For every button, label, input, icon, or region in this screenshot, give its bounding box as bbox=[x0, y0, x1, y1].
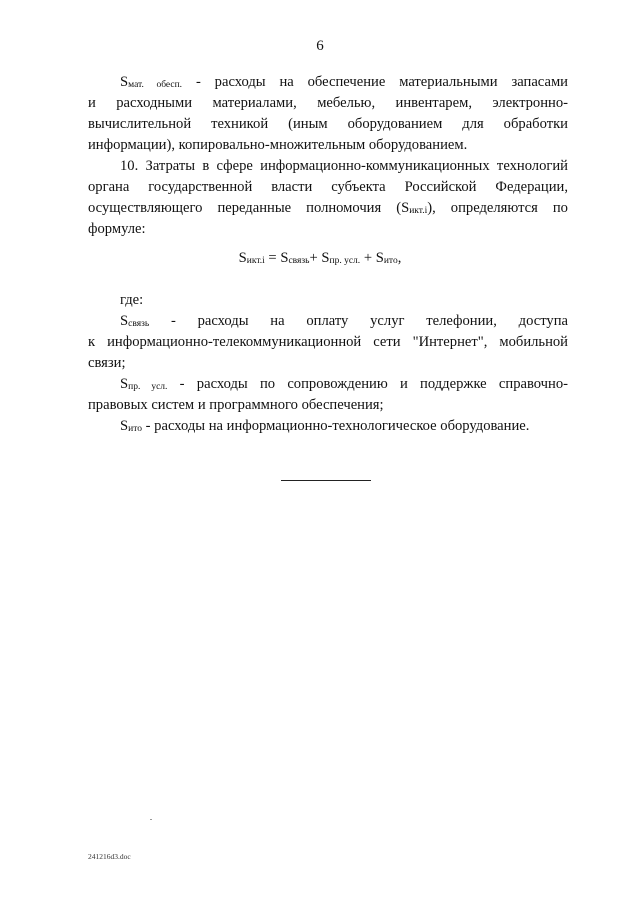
p2-line-2: органа государственной власти субъекта Российской Федерации, bbox=[88, 179, 568, 195]
p1-line-1: Sмат. обесп. - расходы на обеспечение материальными запасами bbox=[120, 74, 568, 90]
def2-line-1: Sпр. усл. - расходы по сопровождению и поддержке справочно- bbox=[120, 376, 568, 392]
speck bbox=[150, 819, 152, 820]
def2-line-2: правовых систем и программного обеспечения; bbox=[88, 397, 384, 413]
def3-line-1: Sито - расходы на информационно-технологическое оборудование. bbox=[120, 418, 530, 434]
page-number: 6 bbox=[316, 38, 324, 54]
def1-line-2: к информационно-телекоммуникационной сети "Интернет", мобильной bbox=[88, 334, 568, 350]
def1-line-3: связи; bbox=[88, 355, 126, 371]
file-name-footer: 241216d3.doc bbox=[88, 852, 131, 861]
def1-line-1: Sсвязь - расходы на оплату услуг телефонии, доступа bbox=[120, 313, 568, 329]
where-label: где: bbox=[120, 292, 144, 308]
p1-line-4: информации), копировально-множительным оборудованием. bbox=[88, 137, 468, 153]
p2-line-1: 10. Затраты в сфере информационно-коммуникационных технологий bbox=[120, 158, 568, 174]
p1-line-3: вычислительной техникой (иным оборудованием для обработки bbox=[88, 116, 568, 132]
formula: Sикт.i = Sсвязь+ Sпр. усл. + Sито, bbox=[238, 250, 402, 266]
p2-line-4: формуле: bbox=[88, 221, 146, 237]
end-rule bbox=[281, 480, 371, 481]
p1-line-2: и расходными материалами, мебелью, инвентарем, электронно- bbox=[88, 95, 568, 111]
p2-line-3: осуществляющего переданные полномочия (Sикт.i), определяются по bbox=[88, 200, 568, 216]
